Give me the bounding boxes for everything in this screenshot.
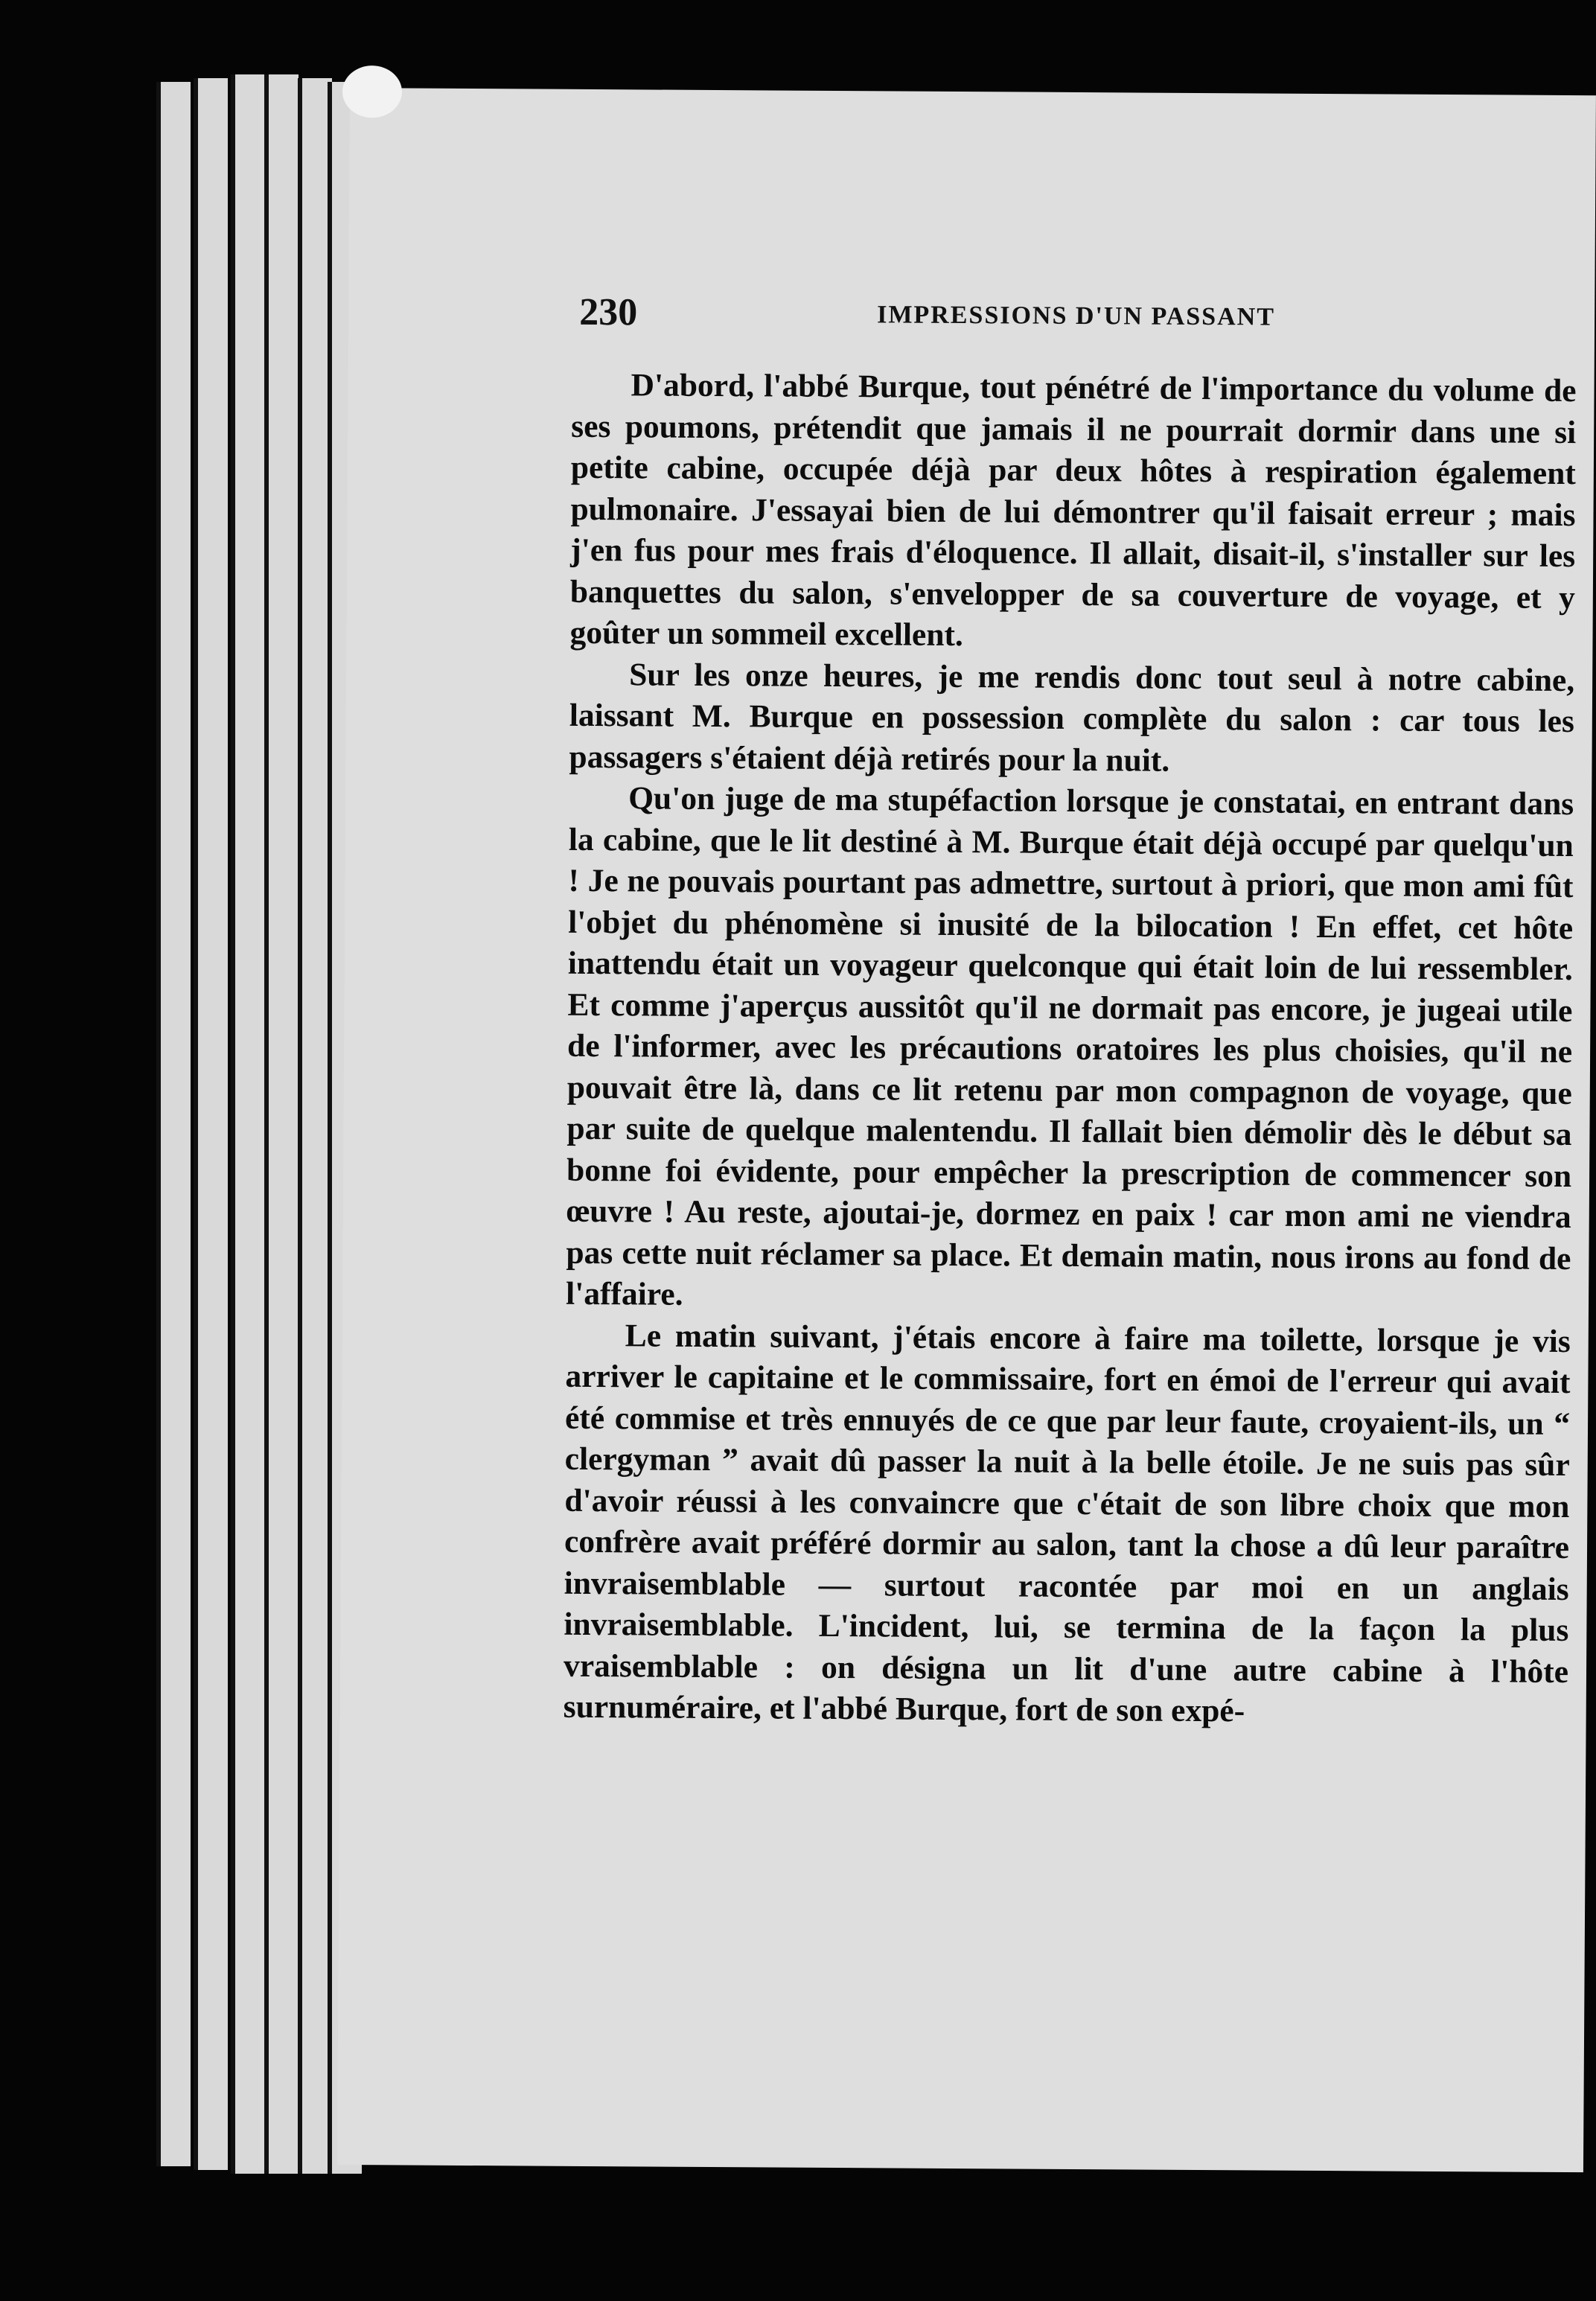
paper-blemish (342, 66, 402, 118)
paragraph: Sur les onze heures, je me rendis donc tout seul à notre cabine, laissant M. Burque en possession complète du salon : car tous les passagers s'étaient déjà retirés pour la nuit. (569, 656, 1575, 779)
page-edge (156, 82, 191, 2166)
page-number: 230 (578, 290, 638, 334)
page-edge (231, 74, 265, 2174)
running-head: IMPRESSIONS D'UN PASSANT (877, 301, 1276, 331)
paragraph: Le matin suivant, j'étais encore à faire ma toilette, lorsque je vis arriver le capitaine et le commissaire, fort en émoi de l'erreur qui avait été commise et très ennuyés de ce que par leur faute, croyaient-ils, un “ clergyman ” avait dû passer la nuit à la belle étoile. Je ne suis pas sûr d'avoir réussi à les convaincre que c'était de son libre choix que mon confrère avait préféré dormir au salon, tant la chose a dû leur paraître invraisemblable — surtout racontée par moi en un anglais invraisemblable. L'incident, lui, se termina de la façon la plus vraisemblable : on désigna un lit d'une autre cabine à l'hôte surnuméraire, et l'abbé Burque, fort de son expé- (563, 1317, 1571, 1729)
page-edge (194, 78, 228, 2170)
page-edge (264, 74, 299, 2174)
book-page (337, 88, 1596, 2172)
paragraph: Qu'on juge de ma stupéfaction lorsque je constatai, en entrant dans la cabine, que le lit destiné à M. Burque était déjà occupé par quelqu'un ! Je ne pouvais pourtant pas admettre, surtout à priori, que mon ami fût l'objet du phénomène si inusité de la bilocation ! En effet, cet hôte inattendu était un voyageur quelconque qui était loin de lui ressembler. Et comme j'aperçus aussitôt qu'il ne dormait pas encore, je jugeai utile de l'informer, avec les précautions oratoires les plus choisies, qu'il ne pouvait être là, dans ce lit retenu par mon compagnon de voyage, que par suite de quelque malentendu. Il fallait bien démolir dès le début sa bonne foi évidente, pour empêcher la prescription de commencer son œuvre ! Au reste, ajoutai-je, dormez en paix ! car mon ami ne viendra pas cette nuit réclamer sa place. Et demain matin, nous irons au fond de l'affaire. (565, 780, 1574, 1312)
paragraph: D'abord, l'abbé Burque, tout pénétré de l'importance du volume de ses poumons, prétendit que jamais il ne pourrait dormir dans une si petite cabine, occupée déjà par deux hôtes à respiration également pulmonaire. J'essayai bien de lui démontrer qu'il faisait erreur ; mais j'en fus pour mes frais d'éloquence. Il allait, disait-il, s'installer sur les banquettes du salon, s'envelopper de sa couverture de voyage, et y goûter un sommeil excellent. (569, 367, 1577, 654)
body-text (564, 365, 1577, 1734)
page-header (579, 290, 1577, 356)
